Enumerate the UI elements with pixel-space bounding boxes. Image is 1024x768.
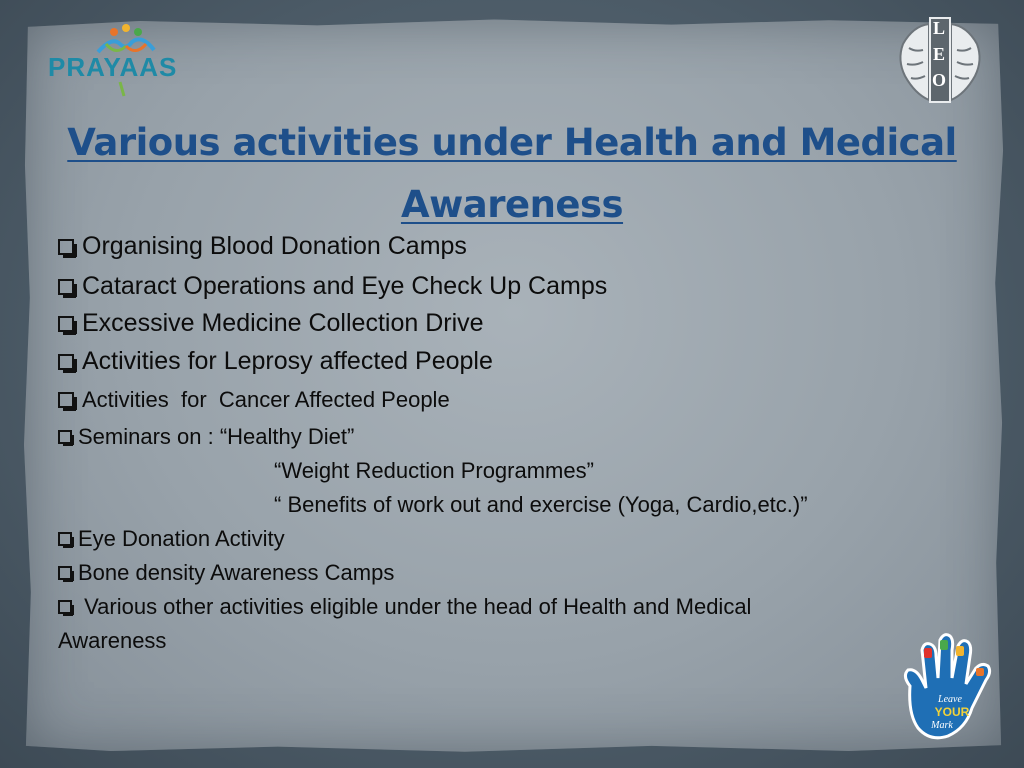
checkbox-bullet-icon — [58, 316, 74, 332]
list-item — [58, 309, 484, 338]
checkbox-bullet-icon — [58, 430, 72, 444]
list-item — [58, 424, 354, 450]
list-item-text: “Weight Reduction Programmes” — [274, 458, 594, 483]
checkbox-bullet-icon — [58, 392, 74, 408]
list-subitem — [274, 492, 808, 518]
list-item-text: Activities for Leprosy affected People — [82, 347, 493, 375]
hand-logo-text-your: YOUR — [934, 705, 970, 719]
list-item-continuation — [58, 628, 166, 654]
checkbox-bullet-icon — [58, 532, 72, 546]
list-item-text: Seminars on : “Healthy Diet” — [78, 424, 355, 449]
list-item-text: Awareness — [58, 628, 167, 653]
hand-logo-text-leave: Leave — [938, 694, 962, 705]
list-item — [58, 560, 394, 586]
list-item-text: Activities for Cancer Affected People — [82, 387, 450, 412]
list-item — [58, 526, 285, 552]
checkbox-bullet-icon — [58, 354, 74, 370]
list-item — [58, 387, 450, 413]
checkbox-bullet-icon — [58, 239, 74, 255]
leo-letter-e: E — [932, 44, 945, 64]
list-item-text: “ Benefits of work out and exercise (Yoga, Cardio,etc.)” — [274, 492, 808, 517]
list-item-text: Excessive Medicine Collection Drive — [82, 309, 484, 337]
checkbox-bullet-icon — [58, 566, 72, 580]
checkbox-bullet-icon — [58, 600, 72, 614]
list-item — [58, 232, 467, 261]
list-subitem — [274, 458, 594, 484]
leave-your-mark-hand-logo — [892, 628, 1002, 748]
list-item — [58, 594, 751, 620]
list-item-text: Various other activities eligible under the head of Health and Medical — [78, 594, 752, 619]
list-item — [58, 272, 607, 301]
list-item-text: Eye Donation Activity — [78, 526, 285, 551]
list-item-text: Cataract Operations and Eye Check Up Camps — [82, 272, 608, 300]
leo-letter-o: O — [931, 70, 946, 90]
list-item-text: Bone density Awareness Camps — [78, 560, 395, 585]
list-item — [58, 347, 493, 376]
list-item-text: Organising Blood Donation Camps — [82, 232, 467, 260]
hand-logo-text-mark: Mark — [931, 720, 953, 731]
slide-title: Various activities under Health and Medical Awareness — [67, 121, 957, 226]
leo-letter-l: L — [932, 18, 945, 38]
prayaas-logo-text: PRAYAAS — [48, 52, 178, 82]
checkbox-bullet-icon — [58, 279, 74, 295]
